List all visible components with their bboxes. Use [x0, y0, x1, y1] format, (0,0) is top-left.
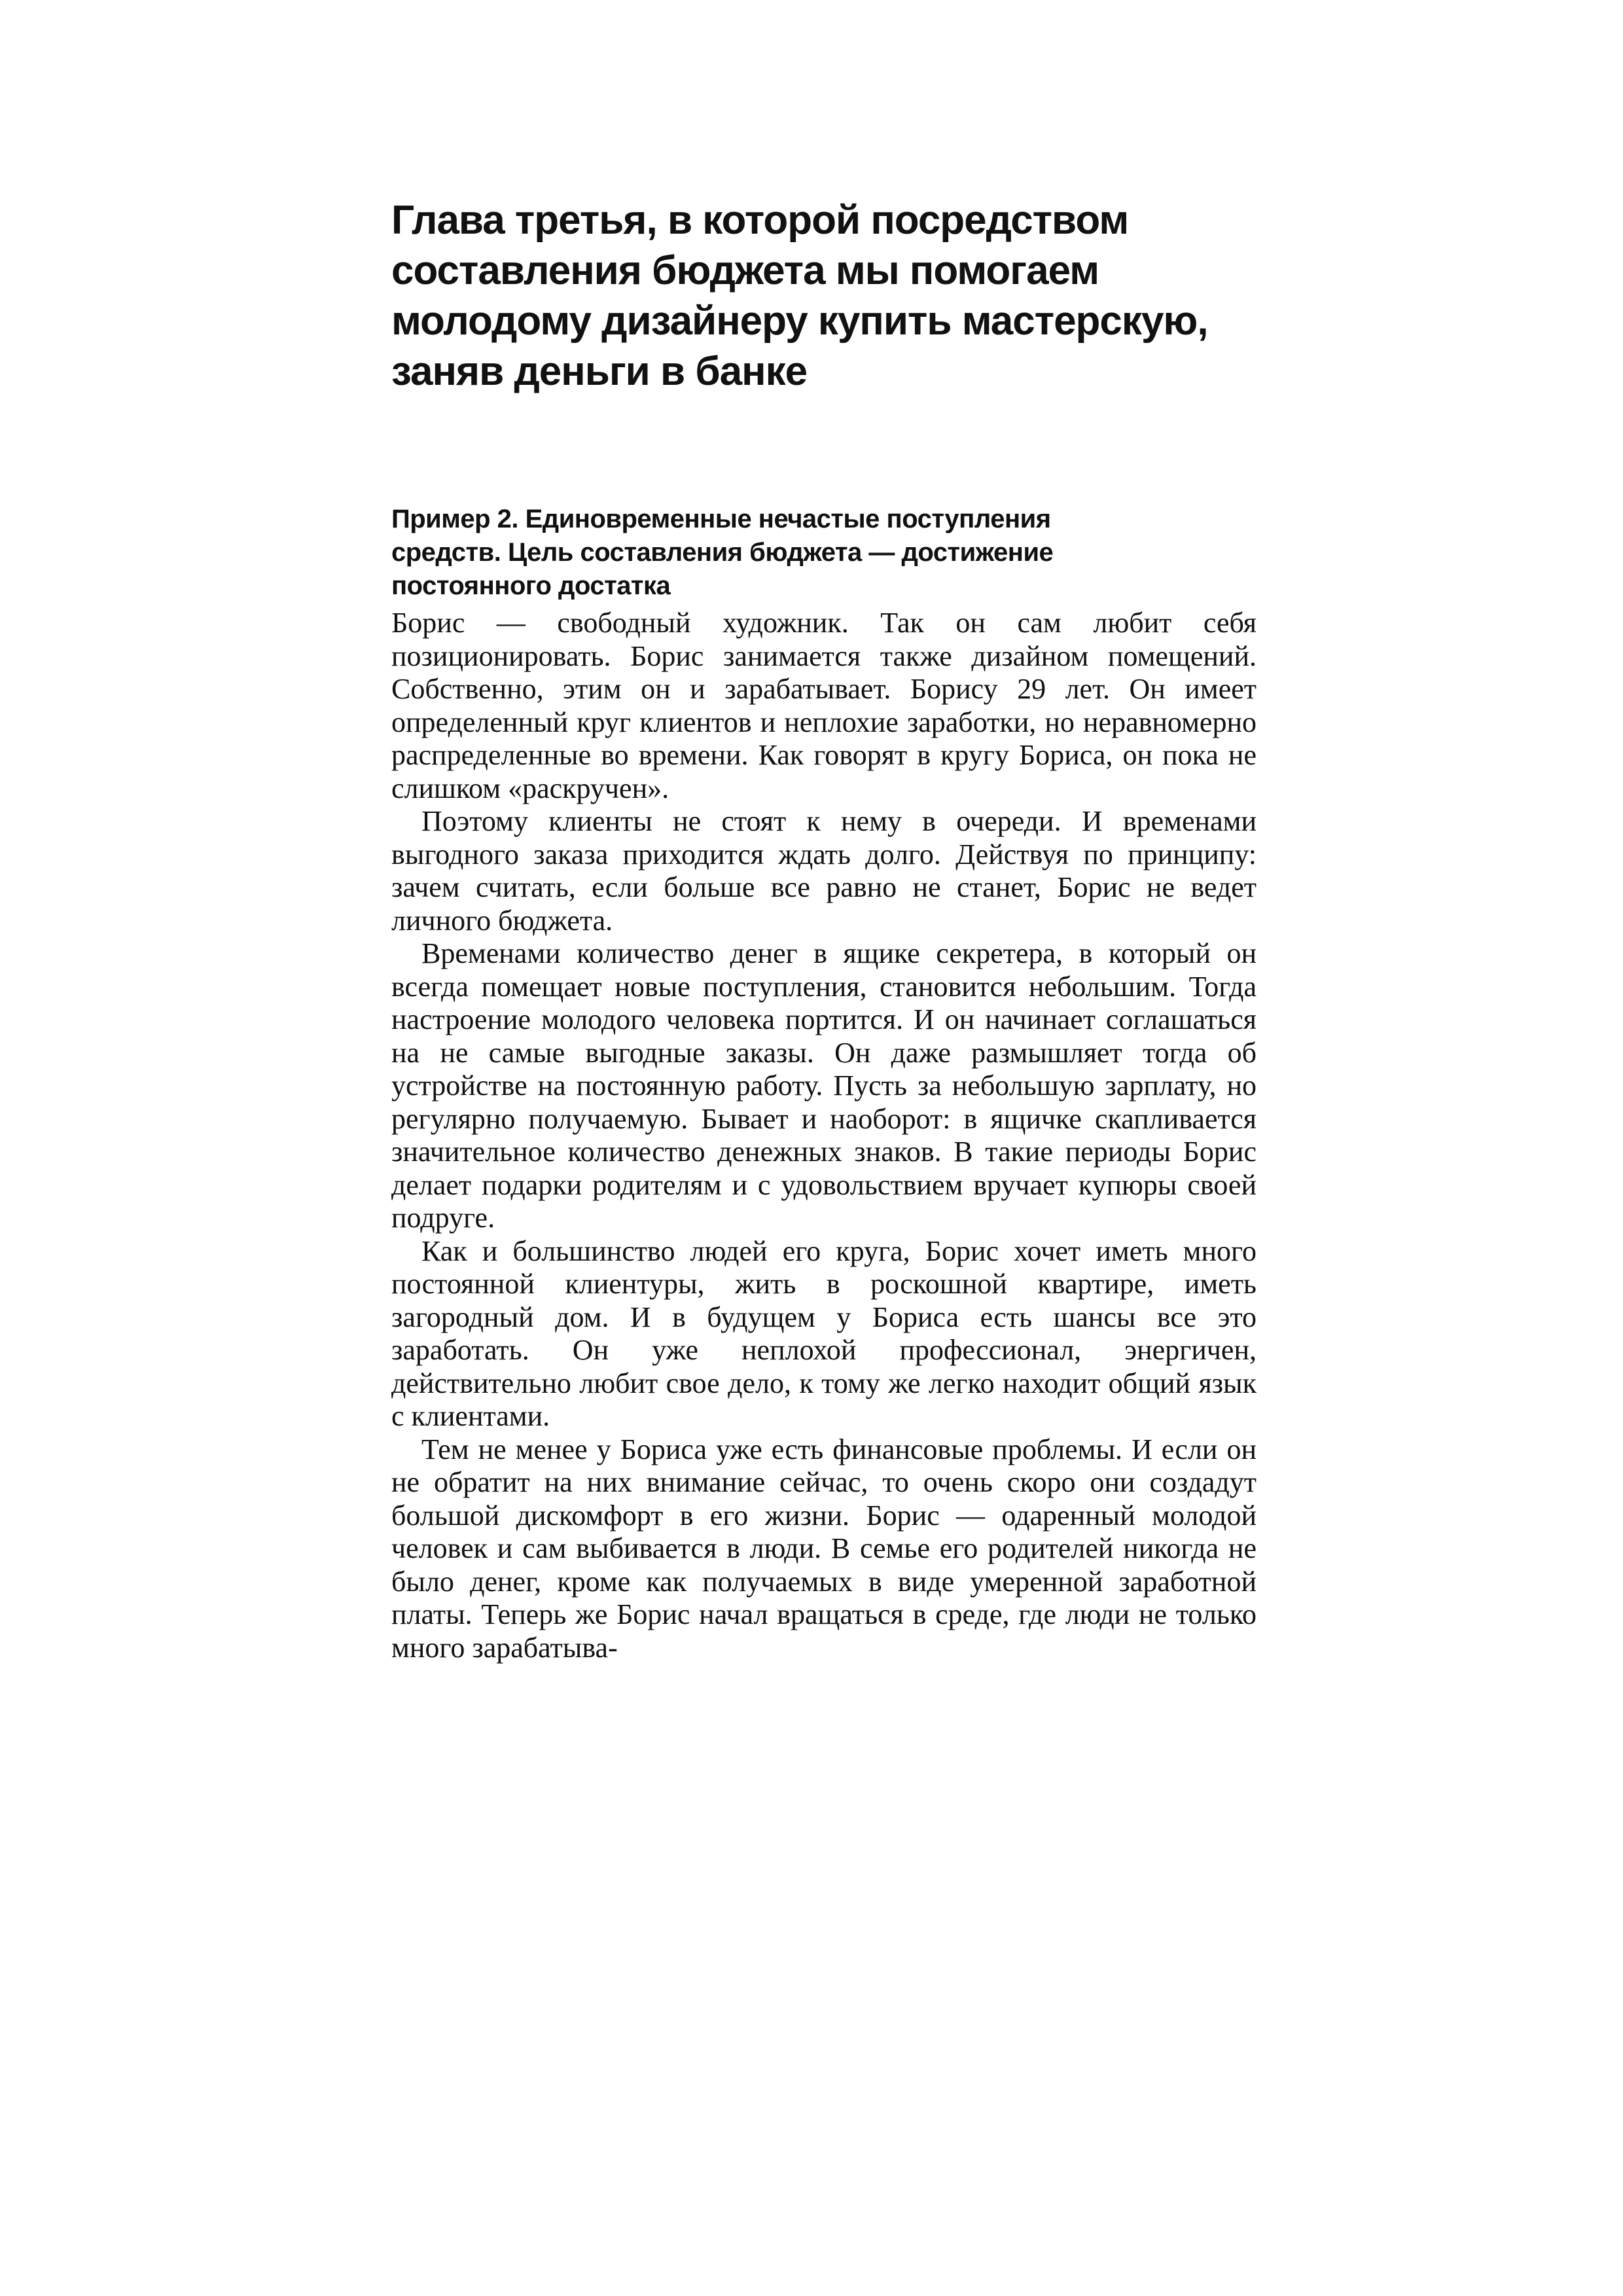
paragraph: Временами количество денег в ящике секретера, в который он всегда помещает новые поступления, становится небольшим. Тогда настроение молодого человека портится. И он начинает соглашаться на не самые выгодные заказы. Он даже размышляет тогда об устройстве на постоянную работу. Пусть за небольшую зарплату, но регулярно получаемую. Бывает и наоборот: в ящичке скапливается значительное количество денежных знаков. В такие периоды Борис делает подарки родителям и с удовольствием вручает купюры своей подруге. — [391, 937, 1257, 1234]
chapter-title-line: молодому дизайнеру купить мастерскую, — [391, 298, 1208, 344]
chapter-title-line: составления бюджета мы помогаем — [391, 248, 1099, 293]
content-block — [391, 503, 1257, 1664]
section-title-line: Пример 2. Единовременные нечастые поступления — [391, 505, 1051, 533]
paragraph: Борис — свободный художник. Так он сам любит себя позиционировать. Борис занимается также дизайном помещений. Собственно, этим он и зарабатывает. Борису 29 лет. Он имеет определенный круг клиентов и неплохие заработки, но неравномерно распределенные во времени. Как говорят в кругу Бориса, он пока не слишком «раскручен». — [391, 607, 1257, 804]
paragraph: Поэтому клиенты не стоят к нему в очереди. И временами выгодного заказа приходится ждать долго. Действуя по принципу: зачем считать, если больше все равно не станет, Борис не ведет личного бюджета. — [391, 805, 1257, 937]
section-title — [391, 503, 1257, 603]
chapter-title-line: Глава третья, в которой посредством — [391, 198, 1129, 243]
body-text — [391, 607, 1257, 1664]
paragraph: Тем не менее у Бориса уже есть финансовые проблемы. И если он не обратит на них внимание сейчас, то очень скоро они создадут большой дискомфорт в его жизни. Борис — одаренный молодой человек и сам выбивается в люди. В семье его родителей никогда не было денег, кроме как получаемых в виде умеренной заработной платы. Теперь же Борис начал вращаться в среде, где люди не только много зарабатыва- — [391, 1433, 1257, 1664]
section-title-line: постоянного достатка — [391, 571, 671, 600]
paragraph: Как и большинство людей его круга, Борис хочет иметь много постоянной клиентуры, жить в роскошной квартире, иметь загородный дом. И в будущем у Бориса есть шансы все это заработать. Он уже неплохой профессионал, энергичен, действительно любит свое дело, к тому же легко находит общий язык с клиентами. — [391, 1234, 1257, 1432]
chapter-title-line: заняв деньги в банке — [391, 349, 808, 394]
section-title-line: средств. Цель составления бюджета — достижение — [391, 538, 1054, 567]
chapter-title — [391, 195, 1255, 397]
